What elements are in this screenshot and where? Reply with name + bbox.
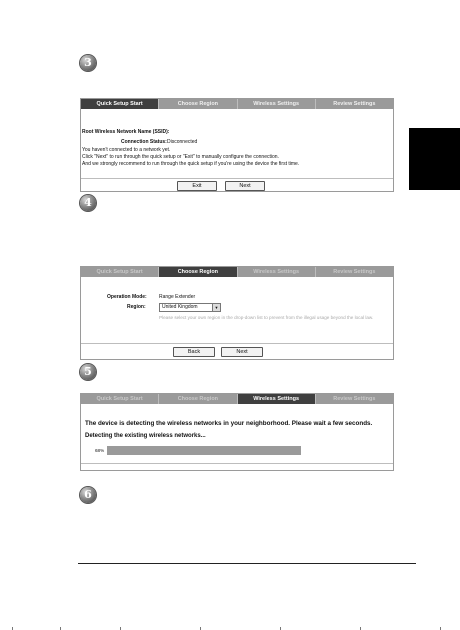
message-line-1: You haven't connected to a network yet. bbox=[82, 147, 171, 153]
divider bbox=[81, 463, 393, 464]
tab-wireless-settings[interactable]: Wireless Settings bbox=[238, 99, 316, 109]
chapter-tab bbox=[409, 128, 460, 190]
detect-subtitle: Detecting the existing wireless networks... bbox=[85, 433, 206, 439]
tab-choose-region[interactable]: Choose Region bbox=[159, 267, 237, 277]
tab-choose-region[interactable]: Choose Region bbox=[159, 99, 237, 109]
setup-tabs bbox=[81, 267, 393, 277]
setup-tabs bbox=[81, 99, 393, 109]
operation-mode-label: Operation Mode: bbox=[107, 294, 147, 300]
step-4-icon: 4 bbox=[80, 195, 96, 211]
tab-wireless-settings[interactable]: Wireless Settings bbox=[238, 267, 316, 277]
tab-review-settings[interactable]: Review Settings bbox=[333, 396, 376, 402]
region-label: Region: bbox=[127, 304, 146, 310]
step-3-icon: 3 bbox=[80, 55, 96, 71]
divider bbox=[81, 343, 393, 344]
setup-tabs bbox=[81, 394, 393, 404]
tab-choose-region[interactable]: Choose Region bbox=[159, 394, 237, 404]
ssid-heading: Root Wireless Network Name (SSID): bbox=[82, 129, 170, 135]
next-button[interactable]: Next bbox=[225, 181, 265, 191]
wireless-settings-panel bbox=[80, 393, 394, 471]
back-button[interactable]: Back bbox=[173, 347, 215, 357]
next-button[interactable]: Next bbox=[221, 347, 263, 357]
region-select[interactable] bbox=[159, 303, 221, 312]
message-line-3: And we strongly recommend to run through the quick setup if you're using the device the first time. bbox=[82, 161, 300, 167]
progress-bar bbox=[107, 446, 393, 455]
quick-setup-start-panel bbox=[80, 98, 394, 192]
exit-button[interactable]: Exit bbox=[177, 181, 217, 191]
divider bbox=[81, 178, 393, 179]
operation-mode-value: Range Extender bbox=[159, 294, 196, 300]
connection-status-label: Connection Status: bbox=[121, 139, 167, 145]
detect-message: The device is detecting the wireless networks in your neighborhood. Please wait a few seconds. bbox=[85, 420, 373, 427]
connection-status-value: Disconnected bbox=[167, 139, 198, 145]
tab-quick-setup-start[interactable]: Quick Setup Start bbox=[81, 267, 159, 277]
progress-label: 68% bbox=[95, 448, 105, 453]
tab-review-settings[interactable]: Review Settings bbox=[333, 101, 376, 107]
message-line-2: Click "Next" to run through the quick setup or "Exit" to manually configure the connection. bbox=[82, 154, 279, 160]
region-hint: Please select your own region in the drop-down list to prevent from the illegal usage beyond the local law. bbox=[159, 315, 374, 320]
progress-fill bbox=[107, 446, 301, 455]
tab-review-settings[interactable]: Review Settings bbox=[333, 269, 376, 275]
region-select-value: United Kingdom bbox=[162, 304, 198, 310]
chevron-down-icon: ▼ bbox=[212, 304, 220, 311]
choose-region-panel bbox=[80, 266, 394, 360]
tab-wireless-settings[interactable]: Wireless Settings bbox=[238, 394, 316, 404]
step-5-icon: 5 bbox=[80, 364, 96, 380]
step-6-icon: 6 bbox=[80, 487, 96, 503]
footer-rule bbox=[78, 563, 416, 564]
tab-quick-setup-start[interactable]: Quick Setup Start bbox=[81, 99, 159, 109]
tab-quick-setup-start[interactable]: Quick Setup Start bbox=[81, 394, 159, 404]
